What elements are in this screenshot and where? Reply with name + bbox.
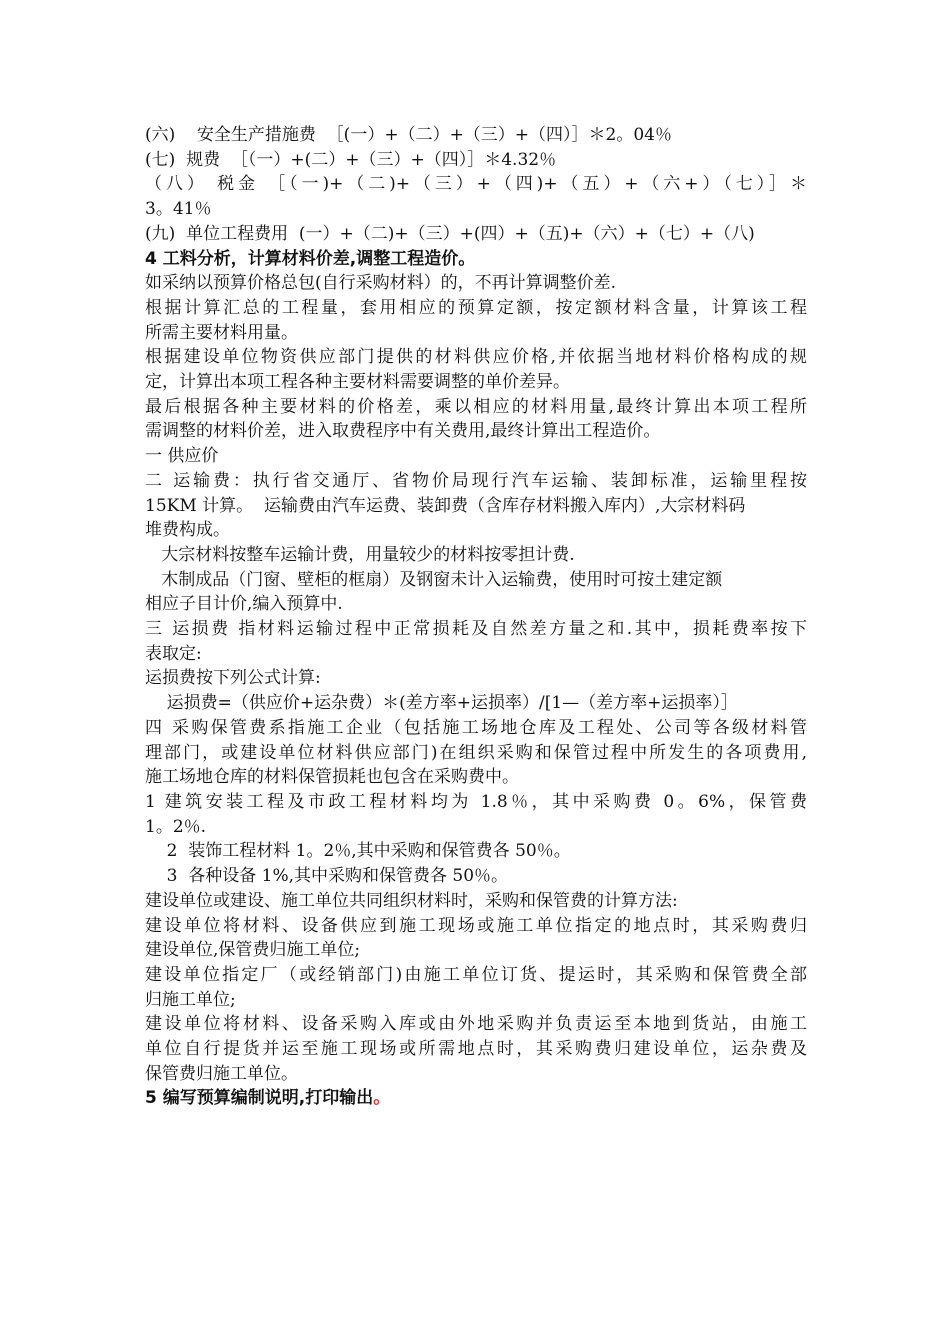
text-line: 表取定:	[145, 643, 202, 664]
text-line: 1。2％.	[145, 816, 207, 837]
text-line: 根据计算汇总的工程量，套用相应的预算定额，按定额材料含量，计算该工程	[145, 297, 807, 318]
text-line: 3 各种设备 1%,其中采购和保管费各 50％。	[145, 866, 509, 887]
text-line: 一 供应价	[145, 446, 219, 467]
text-line: 15KM 计算。 运输费由汽车运费、装卸费（含库存材料搬入库内）,大宗材料码	[145, 495, 746, 516]
text-line: 木制成品（门窗、壁柜的框扇）及钢窗未计入运输费，使用时可按土建定额	[145, 569, 723, 590]
text-line: 如采纳以预算价格总包(自行采购材料）的，不再计算调整价差.	[145, 273, 617, 294]
text-line: 运损费=（供应价+运杂费）＊(差方率+运损率）/[1—（差方率+运损率）］	[145, 693, 738, 714]
text-line: 建设单位,保管费归施工单位;	[145, 940, 361, 961]
text-line: 定，计算出本项工程各种主要材料需要调整的单价差异。	[145, 372, 570, 393]
text-line: 相应子目计价,编入预算中.	[145, 594, 343, 615]
text-line: 3。41％	[145, 199, 212, 220]
final-heading-text: 5 编写预算编制说明,打印输出	[145, 1088, 374, 1109]
text-line: 大宗材料按整车运输计费，用量较少的材料按零担计费.	[145, 544, 575, 565]
text-line: 建设单位或建设、施工单位共同组织材料时，采购和保管费的计算方法:	[145, 890, 678, 911]
section-heading: 4 工料分析，计算材料价差,调整工程造价。	[145, 248, 476, 269]
text-line: 二 运输费：执行省交通厅、省物价局现行汽车运输、装卸标准，运输里程按	[145, 470, 807, 491]
text-line: 归施工单位;	[145, 989, 236, 1010]
text-line: 建设单位指定厂（或经销部门)由施工单位订货、提运时，其采购和保管费全部	[145, 964, 807, 985]
text-line: 理部门，或建设单位材料供应部门)在组织采购和保管过程中所发生的各项费用,	[145, 742, 807, 763]
text-line: 最后根据各种主要材料的价格差，乘以相应的材料用量,最终计算出本项工程所	[145, 396, 807, 417]
text-line: 施工场地仓库的材料保管损耗也包含在采购费中。	[145, 767, 519, 788]
text-line: （八） 税金 ［（一)+（二)+（三）+（四)+（五）+（六+）（七）］＊	[145, 174, 807, 195]
text-line: 2 装饰工程材料 1。2％,其中采购和保管费各 50％。	[145, 841, 571, 862]
text-line: 运损费按下列公式计算:	[145, 668, 321, 689]
text-line: 单位自行提货并运至施工现场或所需地点时，其采购费归建设单位，运杂费及	[145, 1039, 807, 1060]
text-line: 需调整的材料价差，进入取费程序中有关费用,最终计算出工程造价。	[145, 421, 661, 442]
document-body	[145, 123, 807, 1111]
text-line: 四 采购保管费系指施工企业（包括施工场地仓库及工程处、公司等各级材料管	[145, 717, 807, 738]
text-line: 所需主要材料用量。	[145, 322, 298, 343]
text-line: 根据建设单位物资供应部门提供的材料供应价格,并依据当地材料价格构成的规	[145, 347, 807, 368]
text-line: 建设单位将材料、设备供应到施工现场或施工单位指定的地点时，其采购费归	[145, 915, 807, 936]
text-line: 建设单位将材料、设备采购入库或由外地采购并负责运至本地到货站，由施工	[145, 1014, 807, 1035]
text-line: 三 运损费 指材料运输过程中正常损耗及自然差方量之和.其中，损耗费率按下	[145, 619, 807, 640]
text-line: (七) 规费 ［（一）+(二）+（三）+（四）］＊4.32％	[145, 149, 557, 170]
text-line: 堆费构成。	[145, 520, 230, 541]
text-line: 1 建筑安装工程及市政工程材料均为 1.8％，其中采购费 0。6%，保管费	[145, 791, 807, 812]
final-heading-mark: 。	[373, 1088, 391, 1109]
text-line: (九) 单位工程费用 (一）+（二)+（三）+(四）+（五)+（六）+（七）+（八)	[145, 223, 755, 244]
text-line: (六) 安全生产措施费 ［(一）+（二）+（三）+（四）］＊2。04％	[145, 125, 672, 145]
text-line: 保管费归施工单位。	[145, 1063, 298, 1084]
final-section-heading	[145, 1086, 807, 1111]
